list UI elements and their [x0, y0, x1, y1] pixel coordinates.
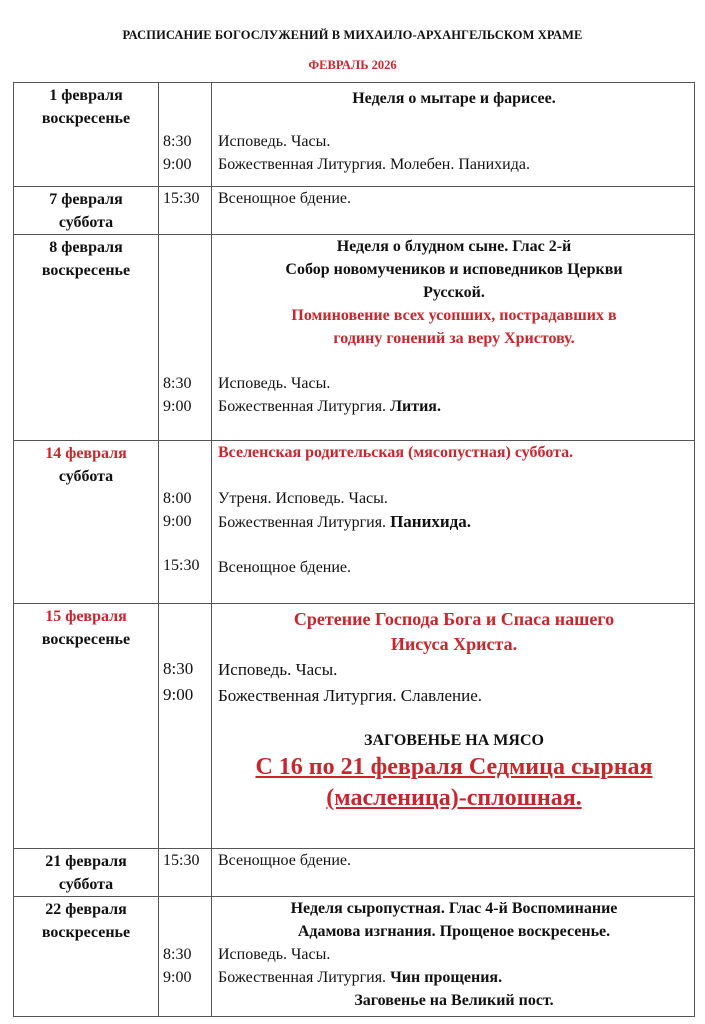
schedule-table	[13, 82, 695, 1017]
heading-line: Неделя сыропустная. Глас 4-й Воспоминание	[290, 900, 618, 917]
feast-heading: Неделя о мытаре и фарисее.	[352, 90, 556, 107]
times-cell	[159, 83, 212, 187]
services-cell	[212, 604, 695, 849]
service-text: Божественная Литургия. Панихида.	[218, 512, 472, 531]
time-label: 8:00	[163, 490, 192, 507]
service-text: Божественная Литургия. Молебен. Панихида.	[218, 156, 530, 173]
heading-line: Сретение Господа Бога и Спаса нашего	[293, 609, 615, 629]
date-label: 14 февраля	[45, 445, 127, 462]
date-cell	[14, 83, 159, 187]
time-label: 9:00	[163, 513, 192, 530]
date-cell	[14, 441, 159, 604]
times-cell	[159, 897, 212, 1017]
heading-line: годину гонений за веру Христову.	[333, 330, 575, 347]
time-label: 15:30	[163, 852, 200, 869]
service-text: Всенощное бдение.	[218, 852, 352, 869]
time-label: 9:00	[163, 685, 194, 704]
feast-heading	[218, 235, 690, 304]
time-label: 9:00	[163, 969, 192, 986]
date-cell	[14, 235, 159, 441]
time-label: 8:30	[163, 946, 192, 963]
times-cell	[159, 441, 212, 604]
service-text: Всенощное бдение.	[218, 559, 352, 576]
services-cell	[212, 897, 695, 1017]
notice-heading: ЗАГОВЕНЬЕ НА МЯСО	[364, 732, 544, 749]
date-label: 1 февраля	[49, 87, 123, 104]
service-text: Исповедь. Часы.	[218, 375, 331, 392]
weekday-label: воскресенье	[41, 262, 131, 279]
heading-line: Иисуса Христа.	[390, 634, 518, 654]
date-label: 22 февраля	[45, 901, 127, 918]
service-text: Утреня. Исповедь. Часы.	[218, 490, 388, 507]
weekday-label: воскресенье	[41, 924, 131, 941]
times-cell	[159, 849, 212, 897]
table-row	[14, 83, 695, 187]
date-label: 8 февраля	[49, 239, 123, 256]
footer-note: Заговенье на Великий пост.	[354, 992, 554, 1009]
times-cell	[159, 235, 212, 441]
table-row	[14, 441, 695, 604]
table-row	[14, 187, 695, 235]
date-label: 7 февраля	[49, 191, 123, 208]
time-label: 15:30	[163, 190, 200, 207]
heading-line: Собор новомучеников и исповедников Церкви	[285, 261, 623, 278]
date-label: 15 февраля	[45, 608, 127, 625]
feast-heading: Вселенская родительская (мясопустная) суббота.	[218, 444, 574, 461]
cheesefare-week-notice	[218, 752, 690, 814]
weekday-label: суббота	[58, 876, 114, 893]
time-label: 9:00	[163, 398, 192, 415]
service-text: Всенощное бдение.	[218, 190, 352, 207]
feast-heading	[218, 604, 690, 657]
heading-line: Адамова изгнания. Прощеное воскресенье.	[297, 923, 611, 940]
date-cell	[14, 849, 159, 897]
service-text: Исповедь. Часы.	[218, 946, 331, 963]
service-text: Божественная Литургия. Чин прощения.	[218, 969, 503, 986]
month-subtitle: ФЕВРАЛЬ 2026	[308, 58, 397, 72]
weekday-label: воскресенье	[41, 631, 131, 648]
date-cell	[14, 897, 159, 1017]
date-cell	[14, 604, 159, 849]
weekday-label: суббота	[58, 214, 114, 231]
services-cell	[212, 83, 695, 187]
time-label: 15:30	[163, 557, 200, 574]
services-cell	[212, 849, 695, 897]
services-cell	[212, 235, 695, 441]
service-text: Исповедь. Часы.	[218, 660, 338, 679]
page-title: РАСПИСАНИЕ БОГОСЛУЖЕНИЙ В МИХАИЛО-АРХАНГЕЛЬСКОМ ХРАМЕ	[122, 28, 583, 42]
notice-line: (масленица)-сплошная.	[326, 785, 582, 811]
service-text: Божественная Литургия. Лития.	[218, 398, 441, 415]
date-cell	[14, 187, 159, 235]
time-label: 8:30	[163, 659, 194, 678]
time-label: 8:30	[163, 133, 192, 150]
services-cell	[212, 187, 695, 235]
table-row	[14, 849, 695, 897]
time-label: 9:00	[163, 156, 192, 173]
commemoration-heading	[218, 304, 690, 350]
times-cell	[159, 604, 212, 849]
time-label: 8:30	[163, 375, 192, 392]
heading-line: Поминовение всех усопших, пострадавших в	[291, 307, 617, 324]
date-label: 21 февраля	[45, 853, 127, 870]
services-cell	[212, 441, 695, 604]
weekday-label: суббота	[58, 468, 114, 485]
heading-line: Русской.	[423, 284, 485, 301]
table-row	[14, 897, 695, 1017]
notice-line: С 16 по 21 февраля Седмица сырная	[255, 754, 653, 780]
feast-heading	[218, 897, 690, 943]
service-text: Исповедь. Часы.	[218, 133, 331, 150]
weekday-label: воскресенье	[41, 110, 131, 127]
table-row	[14, 604, 695, 849]
table-row	[14, 235, 695, 441]
heading-line: Неделя о блудном сыне. Глас 2-й	[336, 238, 572, 255]
service-text: Божественная Литургия. Славление.	[218, 686, 482, 705]
times-cell	[159, 187, 212, 235]
